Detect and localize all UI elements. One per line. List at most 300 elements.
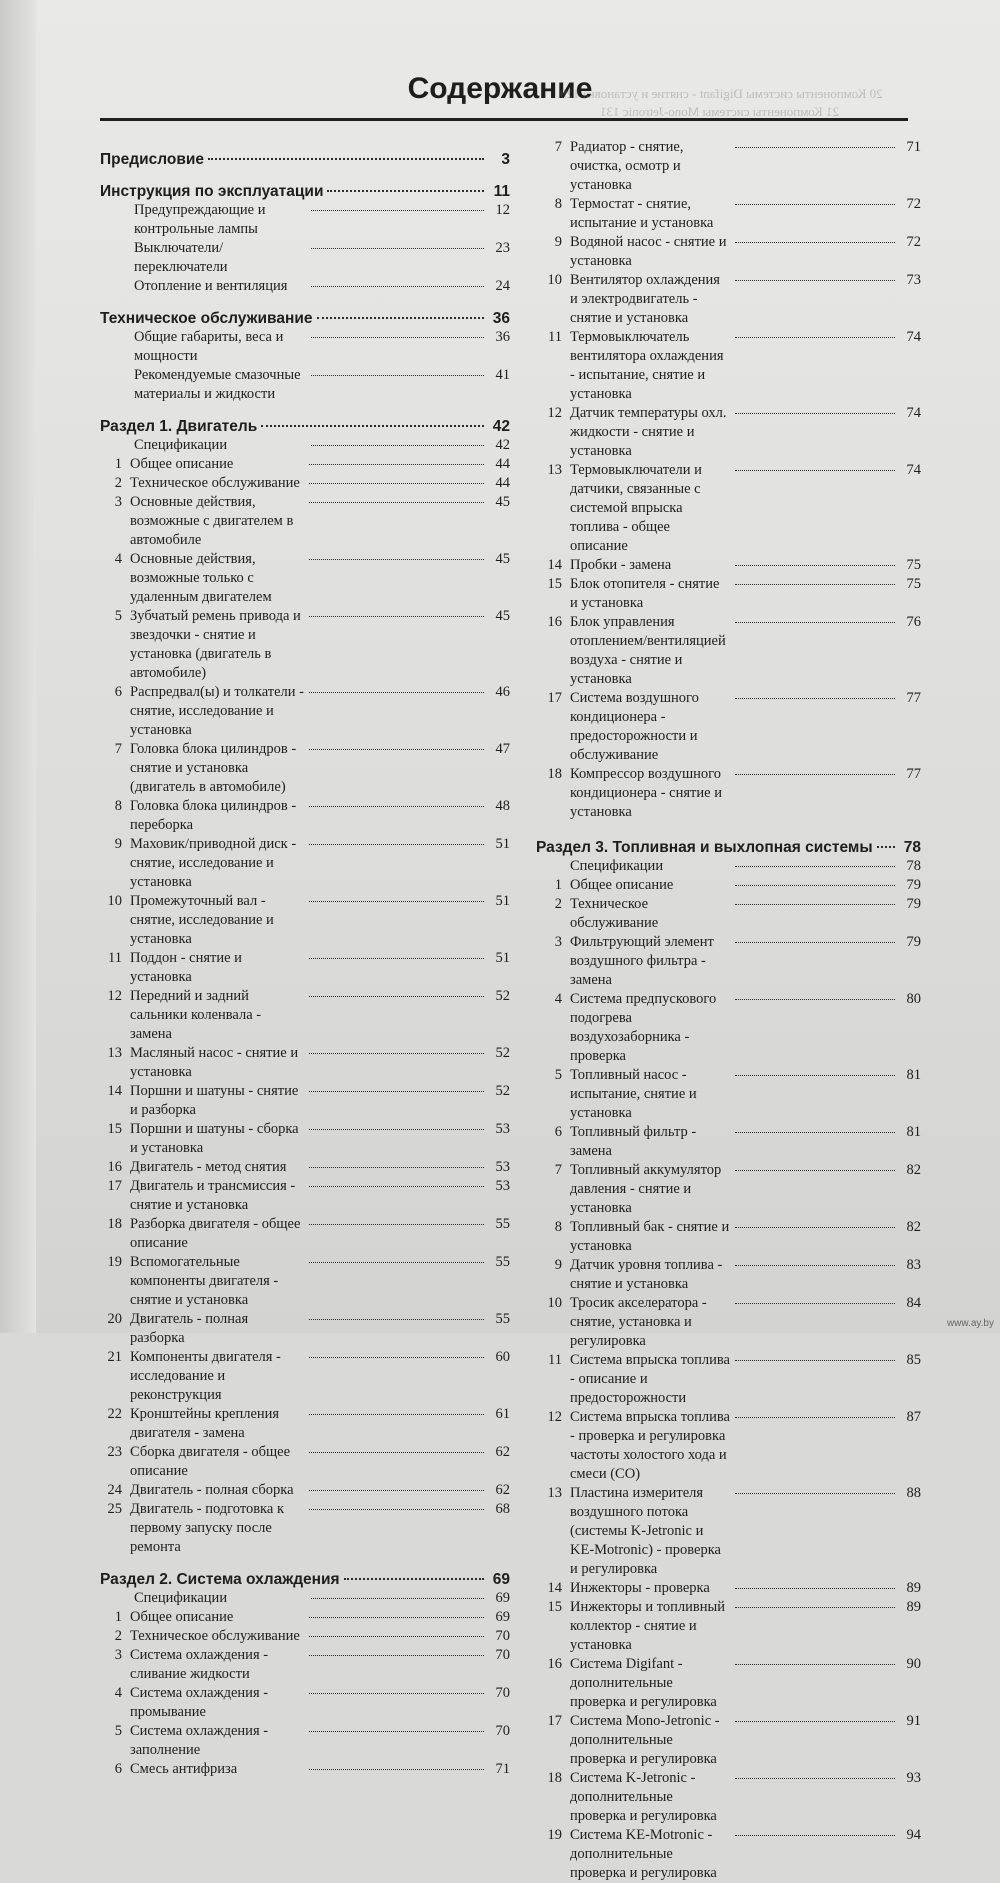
- toc-entry[interactable]: [536, 689, 921, 765]
- entry-title: Система Digifant - дополнительные проверка и регулировка: [570, 1656, 717, 1710]
- page-number: 89: [906, 1580, 921, 1596]
- toc-entry[interactable]: [100, 201, 510, 239]
- entry-number: 17: [107, 1178, 122, 1194]
- toc-entry[interactable]: [536, 1256, 921, 1294]
- entry-number: 16: [107, 1159, 122, 1175]
- toc-entry[interactable]: [536, 404, 921, 461]
- entry-title: Промежуточный вал - снятие, исследование и установка: [130, 893, 274, 947]
- dot-leader: [309, 1490, 484, 1491]
- toc-left-column: [100, 138, 510, 1779]
- dot-leader: [309, 1186, 484, 1187]
- dot-leader: [735, 1170, 896, 1171]
- dot-leader: [735, 1227, 896, 1228]
- entry-number: 3: [114, 1647, 122, 1663]
- page-number: 78: [906, 858, 921, 874]
- toc-entry[interactable]: [536, 556, 921, 575]
- dot-leader: [309, 1129, 484, 1130]
- entry-number: 9: [114, 836, 122, 852]
- toc-section-heading[interactable]: [100, 150, 510, 169]
- entry-number: 15: [547, 576, 562, 592]
- toc-entry[interactable]: [536, 895, 921, 933]
- entry-number: 8: [554, 196, 562, 212]
- entry-number: 3: [554, 934, 562, 950]
- section-title: Раздел 2. Система охлаждения: [100, 1571, 340, 1588]
- page-number: 74: [906, 462, 921, 478]
- page-number: 93: [906, 1770, 921, 1786]
- page-number: 94: [906, 1827, 921, 1843]
- toc-entry[interactable]: [536, 1294, 921, 1351]
- entry-title: Датчик температуры охл. жидкости - снятие и установка: [570, 405, 727, 459]
- toc-entry[interactable]: [536, 990, 921, 1066]
- page-number: 70: [495, 1628, 510, 1644]
- entry-title: Основные действия, возможные с двигателем в автомобиле: [130, 494, 294, 548]
- page-number: 60: [495, 1349, 510, 1365]
- entry-title: Система охлаждения - сливание жидкости: [130, 1647, 269, 1682]
- dot-leader: [735, 470, 896, 471]
- dot-leader: [735, 774, 896, 775]
- entry-number: 14: [547, 1580, 562, 1596]
- page-number: 52: [495, 1045, 510, 1061]
- page-number: 48: [495, 798, 510, 814]
- toc-section-heading[interactable]: [100, 309, 510, 328]
- toc-entry[interactable]: [100, 239, 510, 277]
- entry-number: 21: [107, 1349, 122, 1365]
- toc-section-heading[interactable]: [100, 417, 510, 436]
- toc-entry[interactable]: [536, 857, 921, 876]
- toc-entry[interactable]: [100, 1348, 510, 1405]
- entry-number: 22: [107, 1406, 122, 1422]
- dot-leader: [735, 1132, 896, 1133]
- toc-entry[interactable]: [100, 1158, 510, 1177]
- page-number: 42: [492, 418, 510, 435]
- entry-title: Инжекторы и топливный коллектор - снятие и установка: [570, 1599, 726, 1653]
- toc-entry[interactable]: [100, 835, 510, 892]
- toc-entry[interactable]: [100, 1627, 510, 1646]
- entry-title: Спецификации: [134, 1590, 228, 1606]
- dot-leader: [344, 1578, 484, 1580]
- section-title: Техническое обслуживание: [100, 310, 313, 327]
- page-number: 84: [906, 1295, 921, 1311]
- toc-entry[interactable]: [536, 613, 921, 689]
- entry-title: Отопление и вентиляция: [134, 278, 288, 294]
- page-number: 87: [906, 1409, 921, 1425]
- dot-leader: [735, 1588, 896, 1589]
- page-number: 52: [495, 1083, 510, 1099]
- page-number: 68: [495, 1501, 510, 1517]
- entry-title: Масляный насос - снятие и установка: [130, 1045, 299, 1080]
- page-number: 44: [495, 475, 510, 491]
- toc-entry[interactable]: [100, 328, 510, 366]
- entry-number: 6: [554, 1124, 562, 1140]
- toc-entry[interactable]: [100, 987, 510, 1044]
- dot-leader: [735, 1721, 896, 1722]
- dot-leader: [735, 1303, 896, 1304]
- dot-leader: [735, 1360, 896, 1361]
- entry-number: 8: [114, 798, 122, 814]
- entry-title: Общее описание: [570, 877, 674, 893]
- entry-title: Основные действия, возможные только с удаленным двигателем: [130, 551, 272, 605]
- toc-entry[interactable]: [100, 1044, 510, 1082]
- dot-leader: [309, 483, 484, 484]
- dot-leader: [311, 210, 484, 211]
- page-number: 80: [906, 991, 921, 1007]
- entry-title: Термовыключатели и датчики, связанные с системой впрыска топлива - общее описание: [570, 462, 702, 554]
- page-number: 62: [495, 1444, 510, 1460]
- toc-entry[interactable]: [100, 1443, 510, 1481]
- page-number: 69: [495, 1590, 510, 1606]
- toc-entry[interactable]: [100, 277, 510, 296]
- page-number: 61: [495, 1406, 510, 1422]
- dot-leader: [208, 158, 484, 160]
- toc-entry[interactable]: [100, 550, 510, 607]
- entry-title: Инжекторы - проверка: [570, 1580, 710, 1596]
- page-number: 91: [906, 1713, 921, 1729]
- dot-leader: [735, 565, 896, 566]
- dot-leader: [735, 885, 896, 886]
- entry-number: 4: [114, 1685, 122, 1701]
- entry-number: 17: [547, 690, 562, 706]
- entry-title: Система предпускового подогрева воздухозаборника - проверка: [570, 991, 717, 1064]
- entry-title: Поддон - снятие и установка: [130, 950, 242, 985]
- entry-number: 10: [547, 1295, 562, 1311]
- entry-number: 25: [107, 1501, 122, 1517]
- entry-number: 10: [547, 272, 562, 288]
- entry-number: 18: [547, 1770, 562, 1786]
- page-number: 71: [495, 1761, 510, 1777]
- entry-number: 11: [548, 1352, 562, 1368]
- page-number: 88: [906, 1485, 921, 1501]
- dot-leader: [735, 147, 896, 148]
- section-title: Раздел 3. Топливная и выхлопная системы: [536, 839, 873, 856]
- toc-entry[interactable]: [536, 1598, 921, 1655]
- page-number: 45: [495, 608, 510, 624]
- toc-entry[interactable]: [100, 1722, 510, 1760]
- section-title: Предисловие: [100, 151, 205, 168]
- entry-title: Тросик акселератора - снятие, установка и регулировка: [570, 1295, 707, 1349]
- entry-title: Спецификации: [134, 437, 228, 453]
- entry-title: Термостат - снятие, испытание и установка: [570, 196, 714, 231]
- entry-title: Смесь антифриза: [130, 1761, 238, 1777]
- toc-entry[interactable]: [100, 607, 510, 683]
- toc-entry[interactable]: [100, 1405, 510, 1443]
- toc-entry[interactable]: [536, 1066, 921, 1123]
- page-gutter-shadow: [0, 0, 36, 1333]
- entry-number: 1: [114, 1609, 122, 1625]
- entry-number: 19: [547, 1827, 562, 1843]
- entry-number: 17: [547, 1713, 562, 1729]
- entry-title: Термовыключатель вентилятора охлаждения - испытание, снятие и установка: [570, 329, 724, 402]
- entry-number: 2: [114, 475, 122, 491]
- toc-entry[interactable]: [100, 1215, 510, 1253]
- dot-leader: [311, 337, 484, 338]
- dot-leader: [309, 1655, 484, 1656]
- page-title: Содержание: [407, 72, 593, 105]
- dot-leader: [311, 1598, 484, 1599]
- dot-leader: [735, 1417, 896, 1418]
- page-number: 72: [906, 234, 921, 250]
- entry-title: Головка блока цилиндров - переборка: [130, 798, 297, 833]
- toc-right-column: [536, 138, 921, 1883]
- page-number: 53: [495, 1121, 510, 1137]
- entry-title: Общее описание: [130, 456, 234, 472]
- dot-leader: [309, 1509, 484, 1510]
- toc-entry[interactable]: [536, 1484, 921, 1579]
- toc-entry[interactable]: [536, 1826, 921, 1883]
- page-number: 77: [906, 766, 921, 782]
- page-number: 70: [495, 1685, 510, 1701]
- page-number: 45: [495, 551, 510, 567]
- entry-number: 16: [547, 1656, 562, 1672]
- toc-entry[interactable]: [536, 1351, 921, 1408]
- toc-entry[interactable]: [100, 1253, 510, 1310]
- entry-title: Распредвал(ы) и толкатели - снятие, исследование и установка: [130, 684, 304, 738]
- toc-entry[interactable]: [100, 1310, 510, 1348]
- dot-leader: [735, 999, 896, 1000]
- toc-entry[interactable]: [100, 1760, 510, 1779]
- entry-title: Система воздушного кондиционера - предосторожности и обслуживание: [570, 690, 699, 763]
- dot-leader: [309, 559, 484, 560]
- page-number: 11: [493, 183, 510, 200]
- entry-number: 3: [114, 494, 122, 510]
- dot-leader: [309, 1617, 484, 1618]
- dot-leader: [309, 1053, 484, 1054]
- page-number: 44: [495, 456, 510, 472]
- dot-leader: [261, 425, 484, 427]
- page-number: 41: [495, 367, 510, 383]
- dot-leader: [309, 1452, 484, 1453]
- dot-leader: [311, 375, 484, 376]
- entry-title: Двигатель - метод снятия: [130, 1159, 287, 1175]
- entry-number: 8: [554, 1219, 562, 1235]
- toc-entry[interactable]: [100, 1684, 510, 1722]
- dot-leader: [735, 1835, 896, 1836]
- entry-title: Общие габариты, веса и мощности: [134, 329, 284, 364]
- entry-number: 9: [554, 234, 562, 250]
- entry-title: Зубчатый ремень привода и звездочки - снятие и установка (двигатель в автомобиле): [130, 608, 301, 681]
- dot-leader: [735, 942, 896, 943]
- toc-entry[interactable]: [536, 765, 921, 822]
- entry-title: Система впрыска топлива - описание и предосторожности: [570, 1352, 730, 1406]
- entry-number: 13: [547, 462, 562, 478]
- dot-leader: [735, 1265, 896, 1266]
- page-number: 69: [495, 1609, 510, 1625]
- page-number: 79: [906, 896, 921, 912]
- entry-number: 14: [547, 557, 562, 573]
- entry-number: 7: [114, 741, 122, 757]
- entry-number: 7: [554, 1162, 562, 1178]
- page-number: 53: [495, 1159, 510, 1175]
- page-number: 51: [495, 950, 510, 966]
- entry-number: 7: [554, 139, 562, 155]
- toc-entry[interactable]: [536, 1579, 921, 1598]
- toc-entry[interactable]: [100, 366, 510, 404]
- toc-entry[interactable]: [100, 740, 510, 797]
- entry-number: 15: [107, 1121, 122, 1137]
- entry-number: 4: [554, 991, 562, 1007]
- page-number: 71: [906, 139, 921, 155]
- dot-leader: [309, 1091, 484, 1092]
- dot-leader: [309, 1357, 484, 1358]
- dot-leader: [309, 1262, 484, 1263]
- entry-title: Маховик/приводной диск - снятие, исследование и установка: [130, 836, 297, 890]
- toc-entry[interactable]: [100, 1589, 510, 1608]
- entry-title: Пробки - замена: [570, 557, 672, 573]
- toc-entry[interactable]: [536, 1123, 921, 1161]
- toc-entry[interactable]: [100, 1481, 510, 1500]
- page-number: 75: [906, 557, 921, 573]
- dot-leader: [735, 204, 896, 205]
- page-number: 69: [492, 1571, 510, 1588]
- toc-entry[interactable]: [536, 933, 921, 990]
- toc-entry[interactable]: [536, 271, 921, 328]
- page-number: 51: [495, 836, 510, 852]
- toc-entry[interactable]: [536, 1218, 921, 1256]
- entry-number: 4: [114, 551, 122, 567]
- dot-leader: [311, 286, 484, 287]
- toc-entry[interactable]: [536, 328, 921, 404]
- entry-number: 5: [114, 1723, 122, 1739]
- page-number: 82: [906, 1219, 921, 1235]
- toc-section-heading[interactable]: [100, 1570, 510, 1589]
- page-number: 55: [495, 1216, 510, 1232]
- page-number: 62: [495, 1482, 510, 1498]
- page-number: 79: [906, 877, 921, 893]
- dot-leader: [311, 248, 484, 249]
- entry-title: Радиатор - снятие, очистка, осмотр и установка: [570, 139, 684, 193]
- entry-number: 16: [547, 614, 562, 630]
- entry-title: Сборка двигателя - общее описание: [130, 1444, 291, 1479]
- dot-leader: [309, 1224, 484, 1225]
- dot-leader: [309, 749, 484, 750]
- entry-number: 2: [554, 896, 562, 912]
- toc-entry[interactable]: [100, 455, 510, 474]
- entry-title: Двигатель - полная разборка: [130, 1311, 249, 1346]
- entry-title: Система охлаждения - промывание: [130, 1685, 269, 1720]
- entry-title: Рекомендуемые смазочные материалы и жидкости: [134, 367, 301, 402]
- toc-entry[interactable]: [536, 138, 921, 195]
- toc-entry[interactable]: [100, 493, 510, 550]
- entry-number: 1: [554, 877, 562, 893]
- page-number: 82: [906, 1162, 921, 1178]
- toc-entry[interactable]: [536, 195, 921, 233]
- entry-title: Техническое обслуживание: [570, 896, 659, 931]
- entry-number: 9: [554, 1257, 562, 1273]
- entry-number: 15: [547, 1599, 562, 1615]
- dot-leader: [735, 866, 896, 867]
- page-number: 53: [495, 1178, 510, 1194]
- dot-leader: [309, 1414, 484, 1415]
- entry-title: Система Mono-Jetronic - дополнительные проверка и регулировка: [570, 1713, 720, 1767]
- section-title: Раздел 1. Двигатель: [100, 418, 258, 435]
- page-number: 3: [501, 151, 510, 168]
- dot-leader: [735, 413, 896, 414]
- toc-entry[interactable]: [100, 683, 510, 740]
- dot-leader: [309, 1769, 484, 1770]
- toc-entry[interactable]: [100, 474, 510, 493]
- toc-entry[interactable]: [100, 797, 510, 835]
- entry-title: Разборка двигателя - общее описание: [130, 1216, 301, 1251]
- toc-entry[interactable]: [536, 1769, 921, 1826]
- page-number: 51: [495, 893, 510, 909]
- entry-number: 6: [114, 1761, 122, 1777]
- page-number: 77: [906, 690, 921, 706]
- toc-entry[interactable]: [100, 1608, 510, 1627]
- toc-entry[interactable]: [100, 1082, 510, 1120]
- entry-number: 6: [114, 684, 122, 700]
- entry-title: Вспомогательные компоненты двигателя - снятие и установка: [130, 1254, 279, 1308]
- toc-entry[interactable]: [100, 436, 510, 455]
- entry-title: Предупреждающие и контрольные лампы: [134, 202, 266, 237]
- page-number: 70: [495, 1647, 510, 1663]
- entry-title: Общее описание: [130, 1609, 234, 1625]
- toc-entry[interactable]: [100, 1120, 510, 1158]
- entry-title: Система охлаждения - заполнение: [130, 1723, 269, 1758]
- entry-number: 12: [547, 1409, 562, 1425]
- page-number: 79: [906, 934, 921, 950]
- entry-title: Топливный бак - снятие и установка: [570, 1219, 730, 1254]
- entry-title: Топливный фильтр - замена: [570, 1124, 697, 1159]
- entry-title: Топливный аккумулятор давления - снятие и установка: [570, 1162, 722, 1216]
- entry-title: Техническое обслуживание: [130, 475, 300, 491]
- entry-title: Фильтрующий элемент воздушного фильтра - замена: [570, 934, 714, 988]
- entry-title: Кронштейны крепления двигателя - замена: [130, 1406, 280, 1441]
- entry-title: Система впрыска топлива - проверка и регулировка частоты холостого хода и смеси (CO): [570, 1409, 730, 1482]
- toc-entry[interactable]: [536, 1655, 921, 1712]
- entry-title: Вентилятор охлаждения и электродвигатель - снятие и установка: [570, 272, 720, 326]
- page-number: 89: [906, 1599, 921, 1615]
- dot-leader: [311, 445, 484, 446]
- toc-entry[interactable]: [536, 876, 921, 895]
- dot-leader: [735, 904, 896, 905]
- toc-section-heading[interactable]: [536, 838, 921, 857]
- dot-leader: [309, 464, 484, 465]
- entry-title: Система K-Jetronic - дополнительные проверка и регулировка: [570, 1770, 717, 1824]
- toc-entry[interactable]: [536, 1408, 921, 1484]
- entry-title: Двигатель - полная сборка: [130, 1482, 294, 1498]
- entry-number: 11: [548, 329, 562, 345]
- dot-leader: [735, 584, 896, 585]
- toc-entry[interactable]: [100, 1177, 510, 1215]
- entry-title: Поршни и шатуны - снятие и разборка: [130, 1083, 299, 1118]
- page-number: 85: [906, 1352, 921, 1368]
- toc-entry[interactable]: [536, 1161, 921, 1218]
- toc-entry[interactable]: [100, 892, 510, 949]
- toc-entry[interactable]: [100, 1500, 510, 1557]
- dot-leader: [309, 996, 484, 997]
- entry-number: 18: [547, 766, 562, 782]
- toc-section-heading[interactable]: [100, 182, 510, 201]
- bleed-through-text: 20 Компоненты системы Digifant - снятие и установка 129: [560, 86, 883, 101]
- dot-leader: [735, 337, 896, 338]
- entry-title: Компрессор воздушного кондиционера - снятие и установка: [570, 766, 722, 820]
- entry-title: Топливный насос - испытание, снятие и установка: [570, 1067, 697, 1121]
- toc-entry[interactable]: [100, 1646, 510, 1684]
- toc-entry[interactable]: [536, 461, 921, 556]
- toc-entry[interactable]: [536, 1712, 921, 1769]
- entry-title: Блок управления отоплением/вентиляцией воздуха - снятие и установка: [570, 614, 726, 687]
- dot-leader: [309, 958, 484, 959]
- entry-number: 23: [107, 1444, 122, 1460]
- entry-title: Пластина измерителя воздушного потока (системы K-Jetronic и KE-Motronic) - проверка и регулировка: [570, 1485, 721, 1577]
- page-number: 90: [906, 1656, 921, 1672]
- toc-entry[interactable]: [100, 949, 510, 987]
- entry-number: 5: [554, 1067, 562, 1083]
- toc-entry[interactable]: [536, 233, 921, 271]
- dot-leader: [309, 1636, 484, 1637]
- toc-entry[interactable]: [536, 575, 921, 613]
- entry-title: Головка блока цилиндров - снятие и установка (двигатель в автомобиле): [130, 741, 297, 795]
- entry-title: Выключатели/переключатели: [134, 240, 228, 275]
